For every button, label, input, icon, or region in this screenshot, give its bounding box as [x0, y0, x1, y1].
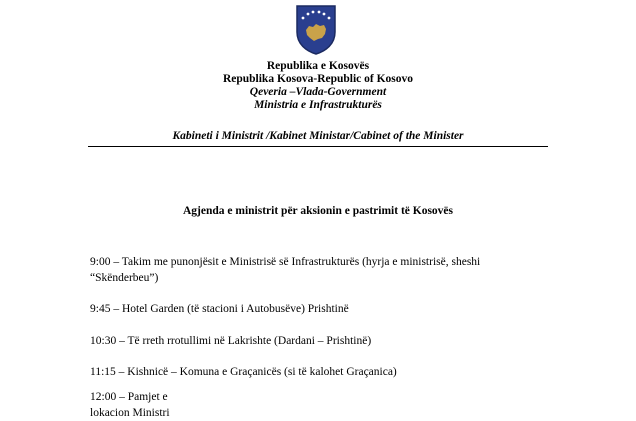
header-divider — [88, 146, 548, 147]
agenda-item: 10:30 – Të rreth rrotullimi në Lakrishte (Dardani – Prishtinë) — [90, 335, 372, 347]
header-republic-sr-en: Republika Kosova-Republic of Kosovo — [222, 73, 414, 85]
agenda-item: 9:00 – Takim me punonjësit e Ministrisë së Infrastrukturës (hyrja e ministrisë, sheshi — [90, 256, 481, 268]
agenda-item-continuation: “Skënderbeu”) — [90, 272, 159, 284]
agenda-title: Agjenda e ministrit për aksionin e pastrimit të Kosovës — [182, 205, 454, 217]
header-government: Qeveria –Vlada-Government — [249, 86, 387, 98]
agenda-item: 11:15 – Kishnicë – Komuna e Graçanicës (si të kalohet Graçanica) — [90, 366, 397, 378]
agenda-item-cut-off — [90, 391, 180, 419]
coat-of-arms-icon — [294, 4, 338, 56]
header-ministry: Ministria e Infrastrukturës — [254, 99, 382, 111]
agenda-item: 9:45 – Hotel Garden (të stacioni i Autobusëve) Prishtinë — [90, 303, 349, 315]
header-cabinet: Kabineti i Ministrit /Kabinet Ministar/Cabinet of the Minister — [172, 130, 464, 142]
agenda-item-cut-off-text: 12:00 – Pamjet e lokacion Ministri — [90, 391, 170, 419]
header-republic-sq: Republika e Kosovës — [266, 60, 370, 72]
